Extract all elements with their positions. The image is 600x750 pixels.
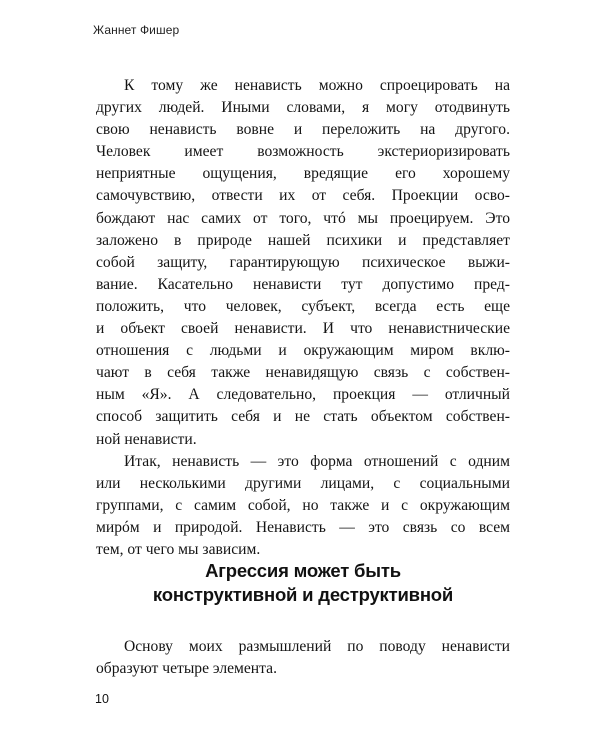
text-line: и объект своей ненависти. И что ненавистнические (96, 320, 510, 338)
text-line: свою ненависть вовне и переложить на другого. (96, 121, 510, 139)
text-line: вание. Касательно ненависти тут допустимо пред- (96, 275, 510, 293)
text-line: тем, от чего мы зависим. (96, 540, 261, 558)
section-heading-line: Агрессия может быть (205, 560, 401, 581)
text-line: бождают нас самих от того, чтó мы проецируем. Это (96, 209, 510, 227)
text-line: К тому же ненависть можно спроецировать на (124, 77, 510, 94)
text-line: Итак, ненависть — это форма отношений с одним (124, 452, 510, 470)
page-number: 10 (95, 692, 109, 706)
body-text-section (96, 636, 510, 680)
text-line: образуют четыре элемента. (96, 660, 277, 678)
section-heading-line: конструктивной и деструктивной (152, 584, 454, 605)
text-line: других людей. Иными словами, я могу отодвинуть (96, 99, 510, 117)
text-line: способ защитить себя и не стать объектом собствен- (96, 408, 510, 426)
paragraph (96, 75, 510, 451)
section-heading (96, 559, 510, 607)
text-line: заложено в природе нашей психики и представляет (96, 231, 510, 249)
text-line: положить, что человек, субъект, всегда есть еще (96, 297, 510, 315)
text-line: чают в себя также ненавидящую связь с собствен- (96, 364, 510, 382)
text-line: ной ненависти. (96, 430, 197, 448)
text-line: отношения с людьми и окружающим миром вклю- (96, 342, 510, 360)
body-text-section (96, 75, 510, 561)
text-line: группами, с самим собой, но также и с окружающим (96, 496, 510, 514)
text-line: неприятные ощущения, вредящие его хорошему (96, 165, 510, 183)
text-line: самочувствию, отвести их от себя. Проекции осво- (96, 187, 510, 205)
paragraph (96, 451, 510, 561)
paragraph (96, 636, 510, 680)
text-line: собой защиту, гарантирующую психическое выжи- (96, 253, 510, 271)
text-line: мирóм и природой. Ненависть — это связь со всем (96, 518, 510, 536)
text-line: или несколькими другими лицами, с социальными (96, 474, 510, 492)
text-line: ным «Я». А следовательно, проекция — отличный (96, 386, 510, 404)
text-line: Основу моих размышлений по поводу ненависти (124, 638, 510, 655)
running-head: Жаннет Фишер (93, 23, 180, 37)
text-line: Человек имеет возможность экстериоризировать (96, 143, 510, 161)
